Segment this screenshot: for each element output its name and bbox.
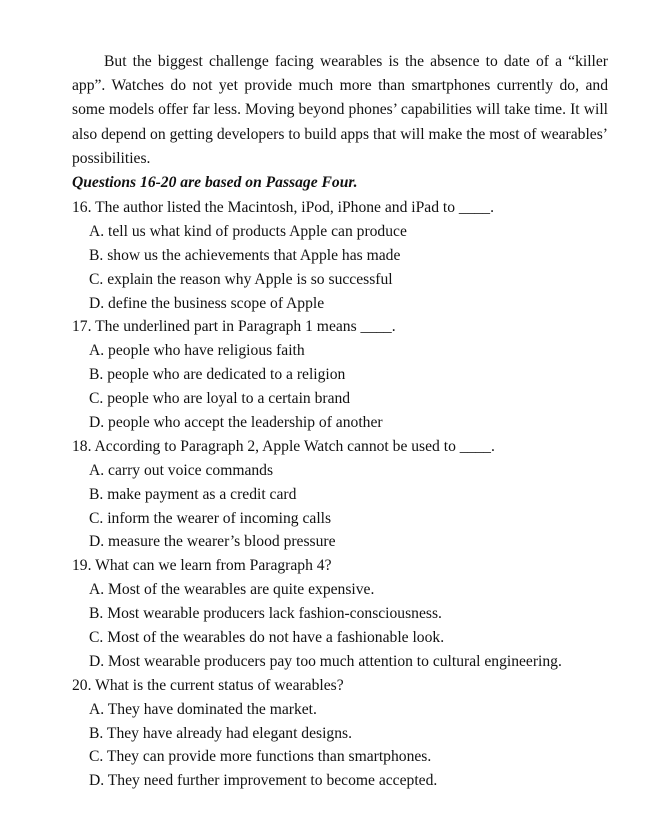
section-heading: Questions 16-20 are based on Passage Four.: [72, 174, 358, 191]
question-17-stem: 17. The underlined part in Paragraph 1 means ____.: [72, 318, 396, 336]
question-17-option-a: A. people who have religious faith: [89, 342, 305, 360]
question-20-option-a: A. They have dominated the market.: [89, 700, 317, 718]
question-17-option-c: C. people who are loyal to a certain brand: [89, 390, 351, 408]
question-19-option-d: D. Most wearable producers pay too much attention to cultural engineering.: [89, 652, 562, 670]
question-18-option-a: A. carry out voice commands: [89, 461, 274, 479]
question-20-stem: 20. What is the current status of wearables?: [72, 676, 344, 694]
question-20-option-c: C. They can provide more functions than smartphones.: [89, 748, 432, 766]
question-19-stem: 19. What can we learn from Paragraph 4?: [72, 557, 332, 575]
question-20-option-d: D. They need further improvement to become accepted.: [89, 772, 438, 790]
question-16-option-d: D. define the business scope of Apple: [89, 294, 325, 312]
question-16-option-a: A. tell us what kind of products Apple can produce: [89, 222, 407, 240]
question-list: [72, 196, 612, 793]
question-18-option-d: D. measure the wearer’s blood pressure: [89, 533, 336, 551]
question-16-stem: 16. The author listed the Macintosh, iPod, iPhone and iPad to ____.: [72, 199, 495, 216]
question-18-stem: 18. According to Paragraph 2, Apple Watch cannot be used to ____.: [72, 437, 495, 455]
question-19-option-a: A. Most of the wearables are quite expensive.: [89, 581, 375, 599]
question-17-option-b: B. people who are dedicated to a religion: [89, 366, 346, 384]
question-20-option-b: B. They have already had elegant designs.: [89, 724, 352, 742]
question-18-option-b: B. make payment as a credit card: [89, 485, 297, 503]
question-19-option-c: C. Most of the wearables do not have a fashionable look.: [89, 629, 445, 647]
question-16-option-b: B. show us the achievements that Apple has made: [89, 246, 401, 264]
question-16-option-c: C. explain the reason why Apple is so successful: [89, 270, 393, 288]
question-17-option-d: D. people who accept the leadership of another: [89, 414, 383, 432]
passage-paragraph: But the biggest challenge facing wearables is the absence to date of a “killer app”. Watches do not yet provide much more than smartphones currently do, and some models offer far less. Moving beyond phones’ capabilities will take time. It will also depend on getting developers to build apps that will make the most of wearables’ possibilities.: [72, 53, 608, 167]
question-19-option-b: B. Most wearable producers lack fashion-consciousness.: [89, 605, 442, 623]
question-18-option-c: C. inform the wearer of incoming calls: [89, 509, 332, 527]
